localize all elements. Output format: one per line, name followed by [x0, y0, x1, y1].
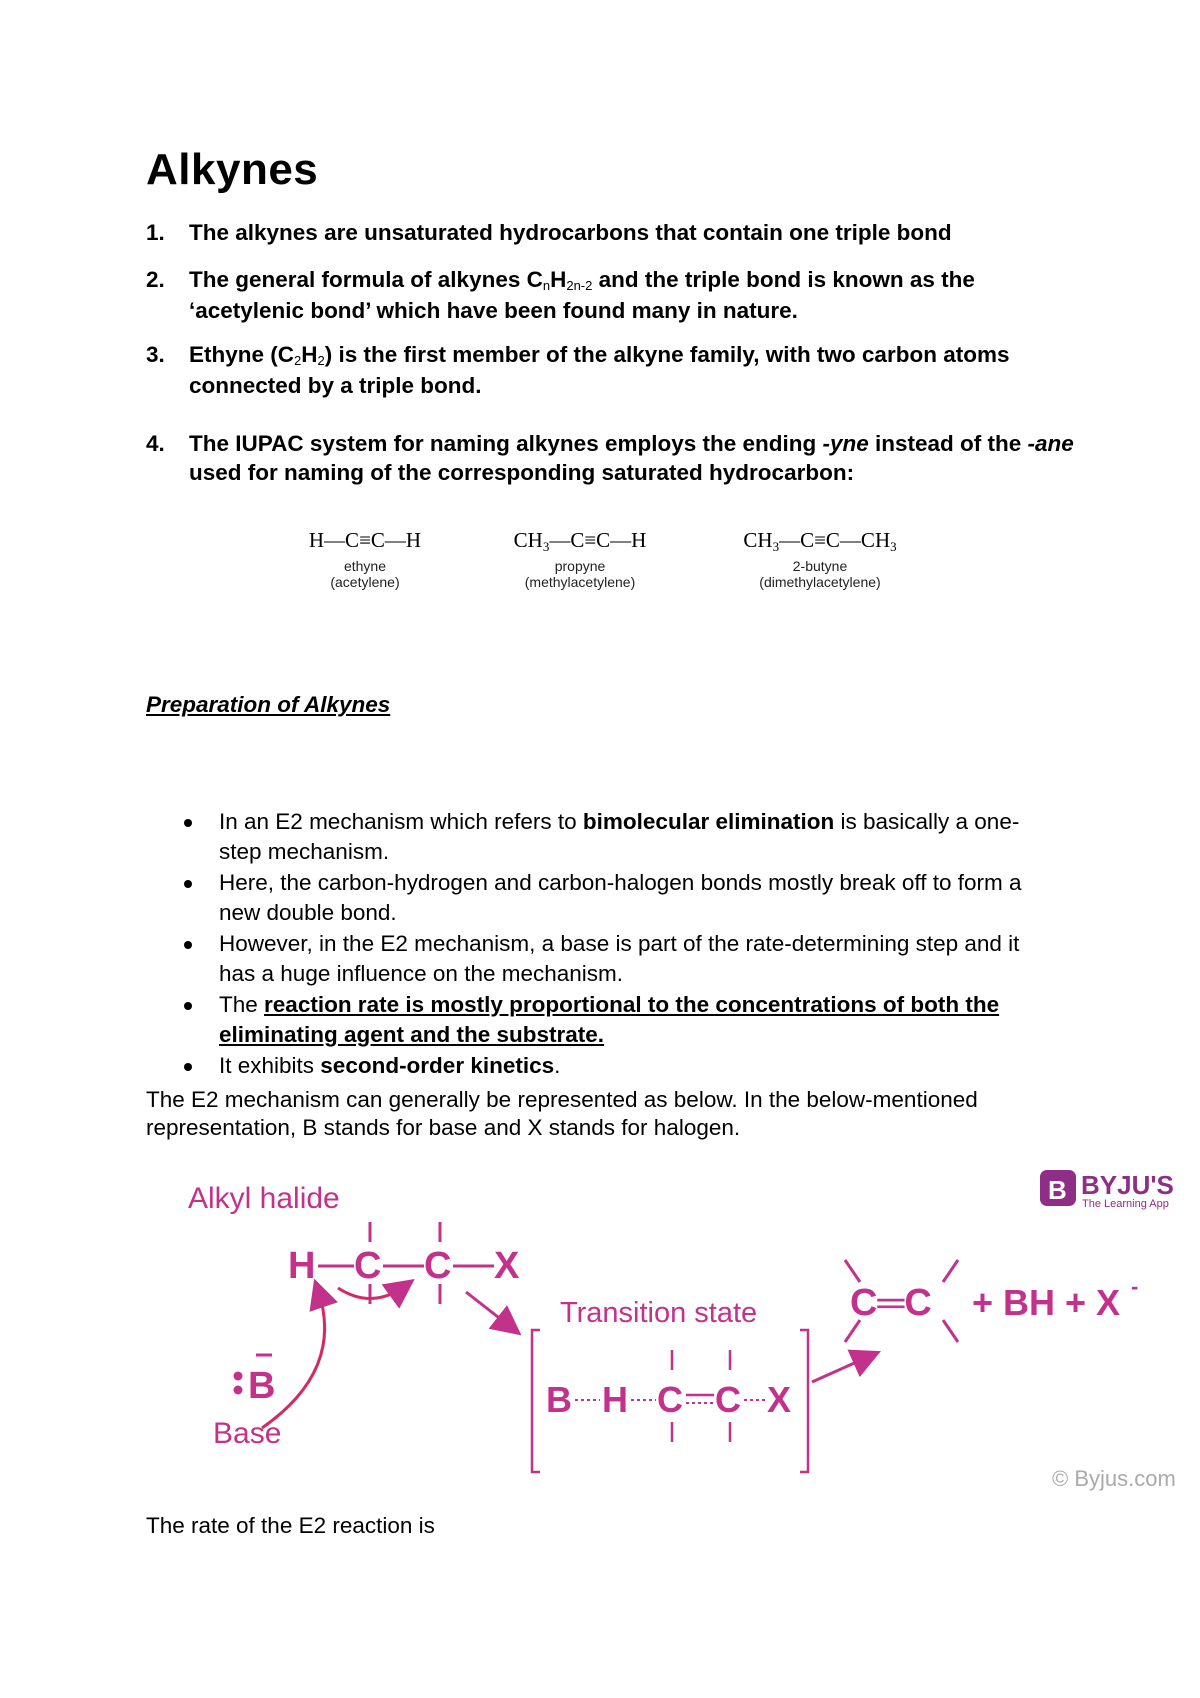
reactant-h: H: [288, 1245, 316, 1287]
list-number: 4.: [146, 431, 165, 456]
paragraph: The rate of the E2 reaction is: [146, 1513, 435, 1538]
list-item: [146, 217, 1076, 248]
list-item: [146, 264, 1076, 326]
list-text: The general formula of alkynes $C_nH_{2n-2}$ and the triple bond is known as the ‘acetylenic bond’ which have been found many in nature.: [189, 267, 975, 323]
structure-propyne-caption: propyne (methylacetylene): [524, 558, 636, 590]
base-label: Base: [213, 1417, 282, 1450]
bracket-left: [532, 1330, 540, 1472]
structure-butyne-caption: 2-butyne (dimethylacetylene): [759, 558, 881, 590]
list-text: However, in the E2 mechanism, a base is part of the rate-determining step and it has a huge influence on the mechanism.: [219, 931, 1020, 986]
structure-ethyne-caption: ethyne (acetylene): [330, 558, 400, 590]
arrow-icon: [812, 1356, 870, 1382]
arrow-icon: [466, 1292, 512, 1328]
lone-pair-icon: [234, 1386, 243, 1395]
ts-x: X: [767, 1379, 792, 1420]
list-item: [184, 807, 1064, 867]
list-item: [184, 1051, 1064, 1081]
list-number: 2.: [146, 267, 165, 292]
copyright: © Byjus.com: [1052, 1466, 1176, 1491]
base-b: B: [248, 1365, 276, 1407]
ts-c1: C: [657, 1379, 683, 1420]
structure-butyne-formula: CH3—C≡C—CH3: [743, 528, 897, 554]
bullet-icon: [184, 819, 192, 827]
list-item: [184, 929, 1064, 989]
reactant-c2: C: [424, 1245, 452, 1287]
bond-line: [943, 1260, 958, 1282]
product-alkene: C═C: [850, 1282, 932, 1324]
alkyl-halide-label: Alkyl halide: [188, 1182, 340, 1215]
lone-pair-icon: [234, 1372, 243, 1381]
list-number: 3.: [146, 342, 165, 367]
minus-sign: -: [1131, 1274, 1139, 1299]
list-text: It exhibits second-order kinetics.: [219, 1053, 561, 1078]
list-text: In an E2 mechanism which refers to bimolecular elimination is basically a one-step mechanism.: [219, 809, 1020, 864]
curved-arrow-icon: [262, 1290, 325, 1428]
bullet-icon: [184, 880, 192, 888]
ts-b: B: [546, 1379, 572, 1420]
list-item: [184, 868, 1064, 928]
logo-letter: B: [1048, 1175, 1067, 1205]
bracket-right: [800, 1330, 808, 1472]
reactant-x: X: [494, 1245, 520, 1287]
structure-ethyne-formula: H—C≡C—H: [308, 528, 422, 552]
list-text: The IUPAC system for naming alkynes employs the ending -yne instead of the -ane used for naming of the corresponding saturated hydrocarbon:: [189, 431, 1074, 485]
list-text: The reaction rate is mostly proportional to the concentrations of both the eliminating agent and the substrate.: [219, 992, 1000, 1047]
bond-line: [845, 1260, 860, 1282]
transition-state-label: Transition state: [560, 1297, 758, 1329]
section-heading: Preparation of Alkynes: [146, 692, 391, 717]
ts-c2: C: [715, 1379, 741, 1420]
ts-h: H: [602, 1379, 628, 1420]
page-title: Alkynes: [146, 145, 319, 194]
list-item: [184, 990, 1064, 1050]
list-item: [146, 429, 1076, 489]
bullet-icon: [184, 1063, 192, 1071]
bullet-icon: [184, 1002, 192, 1010]
list-text: Ethyne $(C_2H_2)$ is the first member of the alkyne family, with two carbon atoms connected by a triple bond.: [189, 342, 1010, 398]
reactant-c1: C: [354, 1245, 382, 1287]
logo-tagline: The Learning App: [1082, 1198, 1169, 1210]
list-item: [146, 339, 1076, 401]
list-number: 1.: [146, 220, 165, 245]
bond-line: [943, 1320, 958, 1342]
structure-propyne-formula: CH3—C≡C—H: [513, 528, 647, 554]
e2-mechanism-figure: [0, 1160, 1200, 1500]
list-text: The alkynes are unsaturated hydrocarbons that contain one triple bond: [189, 220, 952, 245]
bullet-icon: [184, 941, 192, 949]
product-byproducts: + BH + X: [972, 1282, 1121, 1323]
paragraph: The E2 mechanism can generally be represented as below. In the below-mentioned representation, B stands for base and X stands for halogen.: [146, 1087, 978, 1140]
list-text: Here, the carbon-hydrogen and carbon-halogen bonds mostly break off to form a new double bond.: [219, 870, 1022, 925]
logo-name: BYJU'S: [1081, 1170, 1174, 1200]
